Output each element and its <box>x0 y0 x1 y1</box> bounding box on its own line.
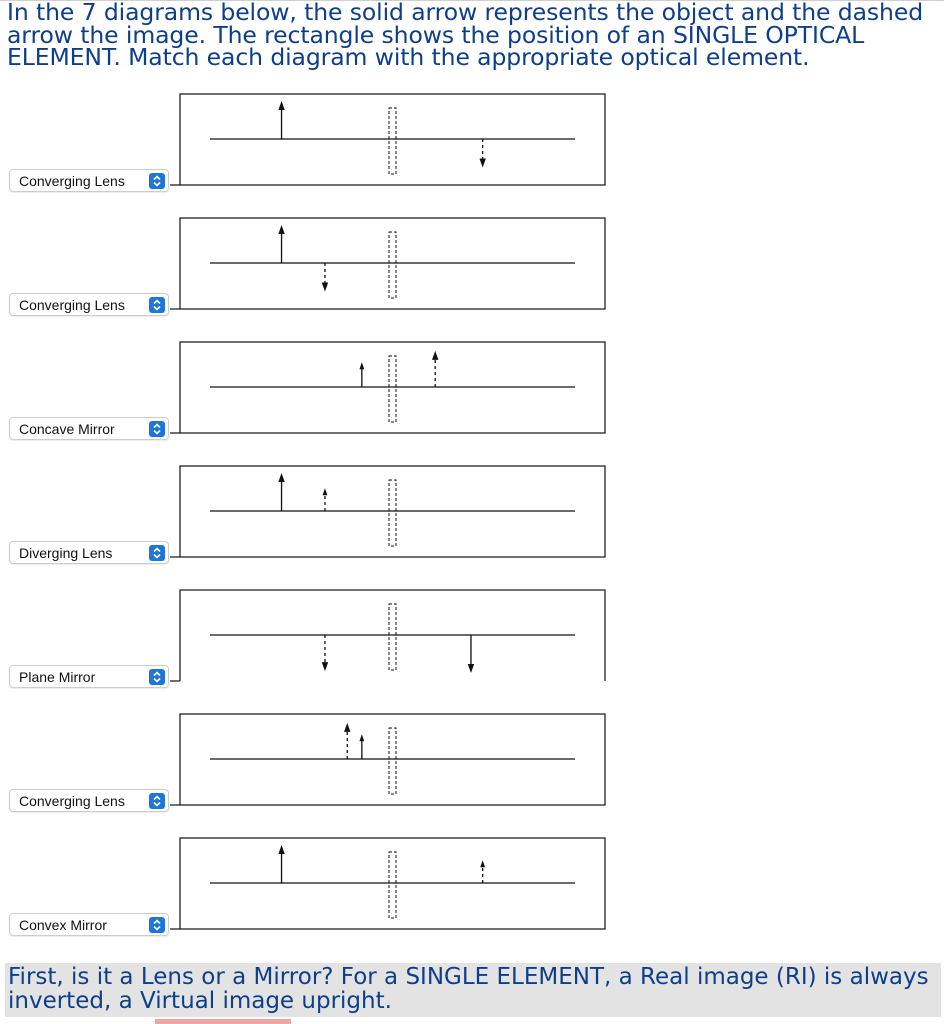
object-arrow-head <box>359 362 364 369</box>
optical-element-rect <box>389 480 396 546</box>
element-select-6[interactable] <box>9 789 169 812</box>
image-arrow-head <box>480 860 485 867</box>
object-arrow-head <box>468 664 474 673</box>
element-select-value: Diverging Lens <box>19 545 113 561</box>
image-arrow-head <box>432 351 438 360</box>
optical-element-rect <box>389 604 396 670</box>
element-select-7[interactable] <box>9 913 169 936</box>
optical-element-rect <box>389 108 396 174</box>
diagram-frame <box>180 590 605 681</box>
diagram-frame <box>180 218 605 309</box>
element-select-1[interactable] <box>9 169 169 192</box>
optical-element-rect <box>389 728 396 794</box>
instructions-text: In the 7 diagrams below, the solid arrow represents the object and the dashed arrow the image. The rectangle shows the position of an SINGLE OPTICAL ELEMENT. Match each diagram with the appropriate optical element. <box>7 0 924 71</box>
object-arrow-head <box>278 101 284 110</box>
element-select-value: Converging Lens <box>19 793 125 809</box>
diagram-frame <box>180 342 605 433</box>
diagram-frame <box>180 94 605 185</box>
image-arrow-head <box>322 662 328 671</box>
image-arrow-head <box>479 159 485 168</box>
element-select-value: Concave Mirror <box>19 421 115 437</box>
image-arrow-head <box>323 488 328 495</box>
element-select-3[interactable] <box>9 417 169 440</box>
hint-box <box>5 963 941 1017</box>
element-select-4[interactable] <box>9 541 169 564</box>
diagram-frame <box>180 466 605 557</box>
updown-chevron-icon[interactable] <box>149 793 165 809</box>
optical-element-rect <box>389 852 396 918</box>
hint-progress-bar <box>155 1019 291 1024</box>
diagram-frame <box>180 838 605 929</box>
object-arrow-head <box>278 473 284 482</box>
object-arrow-head <box>278 225 284 234</box>
optical-element-rect <box>389 232 396 298</box>
object-arrow-head <box>359 734 364 741</box>
object-arrow-head <box>278 845 284 854</box>
updown-chevron-icon[interactable] <box>149 545 165 561</box>
element-select-2[interactable] <box>9 293 169 316</box>
image-arrow-head <box>322 283 328 292</box>
updown-chevron-icon[interactable] <box>149 173 165 189</box>
diagram-frame <box>180 714 605 805</box>
updown-chevron-icon[interactable] <box>149 669 165 685</box>
image-arrow-head <box>344 723 350 732</box>
element-select-value: Converging Lens <box>19 297 125 313</box>
updown-chevron-icon[interactable] <box>149 297 165 313</box>
hint-text: First, is it a Lens or a Mirror? For a SINGLE ELEMENT, a Real image (RI) is always inverted, a Virtual image upright. <box>8 964 929 1014</box>
element-select-value: Plane Mirror <box>19 669 96 685</box>
element-select-value: Convex Mirror <box>19 917 107 933</box>
optical-element-rect <box>389 356 396 422</box>
updown-chevron-icon[interactable] <box>149 917 165 933</box>
element-select-5[interactable] <box>9 665 169 688</box>
element-select-value: Converging Lens <box>19 173 125 189</box>
updown-chevron-icon[interactable] <box>149 421 165 437</box>
